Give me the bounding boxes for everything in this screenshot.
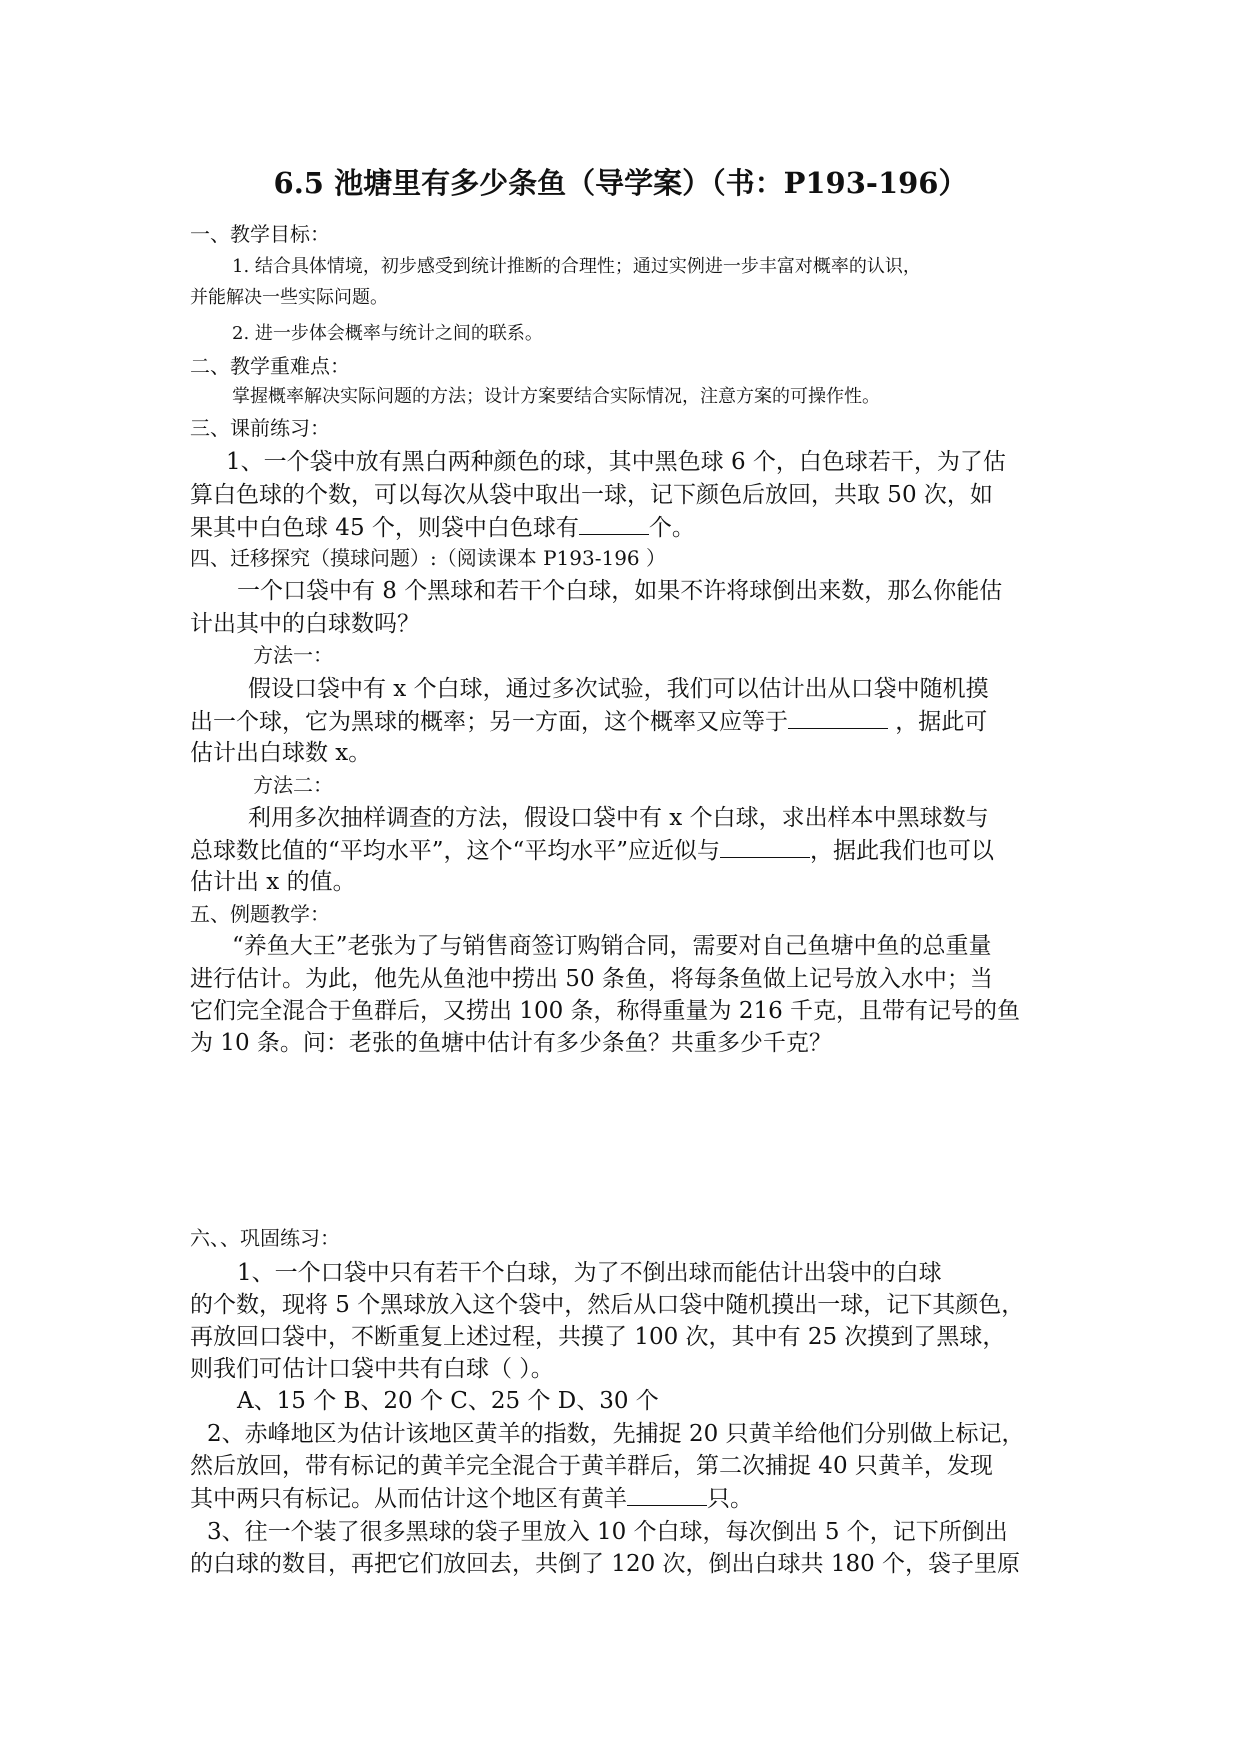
method-2-line-2-end: ，据此我们也可以: [810, 838, 995, 864]
answer-blank: [720, 834, 810, 858]
method-1-line-1: 假设口袋中有 x 个白球，通过多次试验，我们可以估计出从口袋中随机摸: [248, 676, 989, 702]
explore-intro-line-1: 一个口袋中有 8 个黑球和若干个白球，如果不许将球倒出来数，那么你能估: [237, 578, 1003, 604]
objective-1-line-2: 并能解决一些实际问题。: [190, 287, 388, 308]
method-2-line-1: 利用多次抽样调查的方法，假设口袋中有 x 个白球，求出样本中黑球数与: [248, 805, 989, 831]
practice-q3-line-1: 3、往一个装了很多黑球的袋子里放入 10 个白球，每次倒出 5 个，记下所倒出: [207, 1519, 1008, 1545]
method-2-line-3: 估计出 x 的值。: [190, 869, 356, 895]
practice-q1-line-4: 则我们可估计口袋中共有白球（ ）。: [190, 1356, 554, 1382]
example-line-2: 进行估计。为此，他先从鱼池中捞出 50 条鱼，将每条鱼做上记号放入水中；当: [190, 966, 993, 992]
example-line-1: “养鱼大王”老张为了与销售商签订购销合同，需要对自己鱼塘中鱼的总重量: [232, 933, 992, 959]
section-heading-key-points: 二、教学重难点：: [190, 354, 350, 378]
section-heading-example: 五、例题教学：: [190, 902, 330, 926]
pre-class-q1-line-1: 1、一个袋中放有黑白两种颜色的球，其中黑色球 6 个，白色球若干，为了估: [226, 449, 1006, 475]
answer-blank: [579, 511, 649, 535]
practice-q2-line-1: 2、赤峰地区为估计该地区黄羊的指数，先捕捉 20 只黄羊给他们分别做上标记，: [207, 1421, 1025, 1447]
practice-q1-line-2: 的个数，现将 5 个黑球放入这个袋中，然后从口袋中随机摸出一球，记下其颜色，: [190, 1292, 1025, 1318]
method-1-label: 方法一：: [253, 643, 333, 667]
method-1-line-3: 估计出白球数 x。: [190, 740, 372, 766]
method-1-line-2-end: ，据此可: [888, 709, 988, 735]
practice-q2-line-3-start: 其中两只有标记。从而估计这个地区有黄羊: [190, 1486, 627, 1512]
pre-class-q1-line-2: 算白色球的个数，可以每次从袋中取出一球，记下颜色后放回，共取 50 次，如: [190, 482, 993, 508]
explore-intro-line-2: 计出其中的白球数吗？: [190, 611, 420, 637]
method-1-line-2-start: 出一个球，它为黑球的概率；另一方面，这个概率又应等于: [190, 709, 788, 735]
practice-q2-line-3-end: 只。: [707, 1486, 753, 1512]
method-2-line-2-start: 总球数比值的“平均水平”，这个“平均水平”应近似与: [190, 838, 721, 864]
answer-blank: [788, 705, 888, 729]
method-1-line-2: [190, 705, 987, 738]
section-heading-practice: 六、、巩固练习：: [190, 1226, 340, 1250]
example-line-3: 它们完全混合于鱼群后，又捞出 100 条，称得重量为 216 千克，且带有记号的鱼: [190, 998, 1021, 1024]
section-heading-pre-class: 三、课前练习：: [190, 416, 330, 440]
method-2-line-2: [190, 834, 994, 867]
method-2-label: 方法二：: [253, 773, 333, 797]
section-heading-objectives: 一、教学目标：: [190, 222, 330, 246]
pre-class-q1-line-3-start: 果其中白色球 45 个，则袋中白色球有: [190, 515, 579, 541]
practice-q1-options: A、15 个 B、20 个 C、25 个 D、30 个: [237, 1388, 659, 1414]
pre-class-q1-line-3: [190, 511, 695, 544]
example-line-4: 为 10 条。问：老张的鱼塘中估计有多少条鱼？共重多少千克？: [190, 1030, 832, 1056]
pre-class-q1-line-3-end: 个。: [648, 515, 695, 541]
answer-blank: [627, 1482, 707, 1506]
objective-2: 2. 进一步体会概率与统计之间的联系。: [232, 323, 543, 344]
practice-q3-line-2: 的白球的数目，再把它们放回去，共倒了 120 次，倒出白球共 180 个，袋子里原: [190, 1551, 1021, 1577]
practice-q1-line-3: 再放回口袋中，不断重复上述过程，共摸了 100 次，其中有 25 次摸到了黑球，: [190, 1324, 1006, 1350]
objective-1-line-1: 1. 结合具体情境，初步感受到统计推断的合理性；通过实例进一步丰富对概率的认识，: [232, 256, 921, 277]
practice-q1-line-1: 1、一个口袋中只有若干个白球，为了不倒出球而能估计出袋中的白球: [237, 1260, 942, 1286]
practice-q2-line-3: [190, 1482, 753, 1515]
practice-q2-line-2: 然后放回，带有标记的黄羊完全混合于黄羊群后，第二次捕捉 40 只黄羊，发现: [190, 1453, 993, 1479]
key-points-text: 掌握概率解决实际问题的方法；设计方案要结合实际情况，注意方案的可操作性。: [232, 386, 880, 407]
document-title: 6.5 池塘里有多少条鱼（导学案）（书：P193-196）: [273, 166, 968, 200]
section-heading-explore: 四、迁移探究（摸球问题）:（阅读课本 P193-196 ）: [190, 546, 667, 570]
